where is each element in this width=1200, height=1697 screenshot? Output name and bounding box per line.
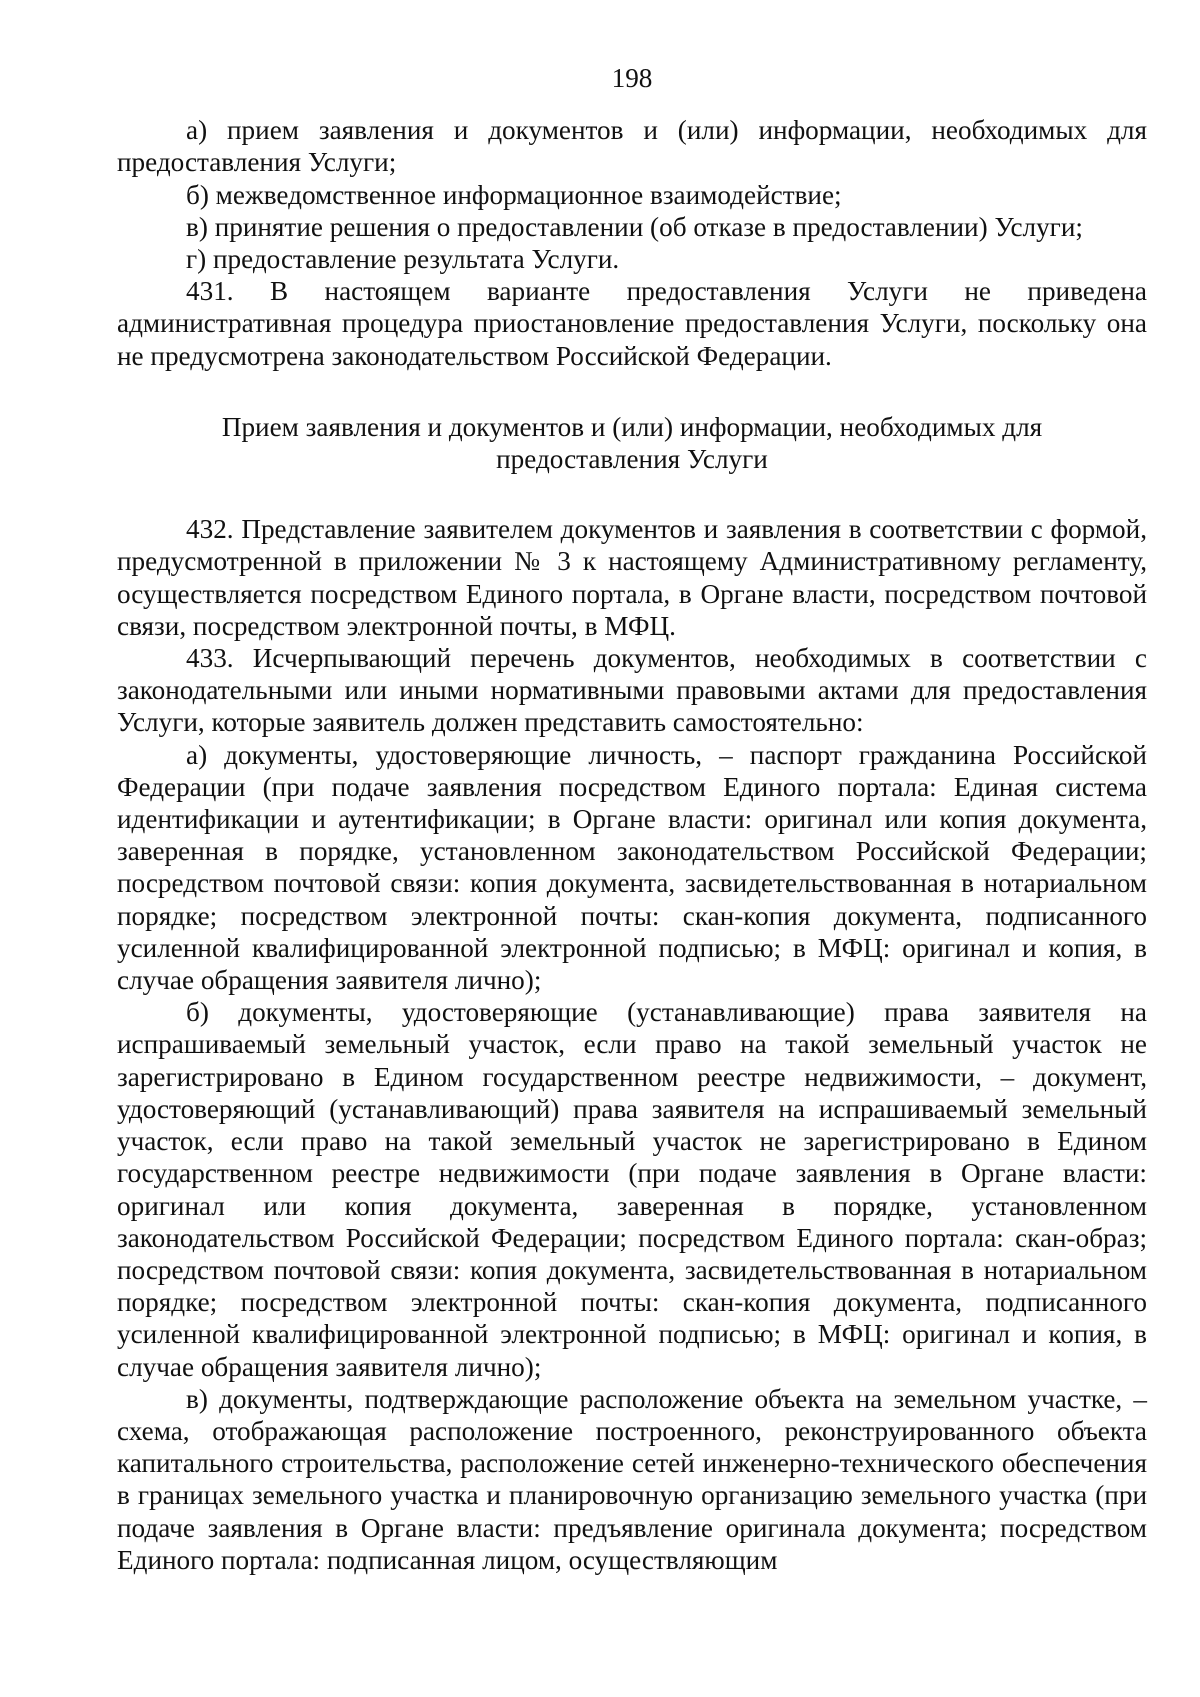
list-item-g: г) предоставление результата Услуги.	[186, 244, 620, 275]
list-item-433-v: в) документы, подтверждающие расположение объекта на земельном участке, – схема, отображающая расположение построенного, реконструированного объекта капитального строительства, расположение сетей инженерно-технического обеспечения в границах земельного участка и планировочную организацию земельного участка (при подаче заявления в Органе власти: предъявление оригинала документа; посредством Единого портала: подписанная лицом, осуществляющим	[117, 1383, 1147, 1575]
list-item-a: а) прием заявления и документов и (или) информации, необходимых для предоставления Услуги;	[117, 115, 1147, 178]
list-item-v: в) принятие решения о предоставлении (об отказе в предоставлении) Услуги;	[186, 211, 1083, 242]
list-item-b: б) межведомственное информационное взаимодействие;	[186, 179, 842, 210]
paragraph-431: 431. В настоящем варианте предоставления Услуги не приведена административная процедура приостановление предоставления Услуги, поскольку она не предусмотрена законодательством Российской Федерации.	[117, 276, 1147, 371]
paragraph-432: 432. Представление заявителем документов и заявления в соответствии с формой, предусмотренной в приложении № 3 к настоящему Административному регламенту, осуществляется посредством Единого портала, в Органе власти, посредством почтовой связи, посредством электронной почты, в МФЦ.	[117, 514, 1147, 641]
list-item-433-b: б) документы, удостоверяющие (устанавливающие) права заявителя на испрашиваемый земельный участок, если право на такой земельный участок не зарегистрировано в Едином государственном реестре недвижимости, – документ, удостоверяющий (устанавливающий) права заявителя на испрашиваемый земельный участок, если право на такой земельный участок не зарегистрировано в Едином государственном реестре недвижимости (при подаче заявления в Органе власти: оригинал или копия документа, заверенная в порядке, установленном законодательством Российской Федерации; посредством Единого портала: скан-образ; посредством почтовой связи: копия документа, засвидетельствованная в нотариальном порядке; посредством электронной почты: скан-копия документа, подписанного усиленной квалифицированной электронной подписью; в МФЦ: оригинал и копия, в случае обращения заявителя лично);	[117, 997, 1147, 1382]
page-number: 198	[611, 63, 653, 93]
document-page	[117, 62, 1147, 1576]
paragraph-433: 433. Исчерпывающий перечень документов, необходимых в соответствии с законодательными или иными нормативными правовыми актами для предоставления Услуги, которые заявитель должен представить самостоятельно:	[117, 643, 1147, 738]
section-heading: Прием заявления и документов и (или) информации, необходимых для предоставления Услуги	[221, 411, 1043, 475]
list-item-433-a: а) документы, удостоверяющие личность, – паспорт гражданина Российской Федерации (при подаче заявления посредством Единого портала: Единая система идентификации и аутентификации; в Органе власти: оригинал или копия документа, заверенная в порядке, установленном законодательством Российской Федерации; посредством почтовой связи: копия документа, засвидетельствованная в нотариальном порядке; посредством электронной почты: скан-копия документа, подписанного усиленной квалифицированной электронной подписью; в МФЦ: оригинал и копия, в случае обращения заявителя лично);	[117, 739, 1147, 996]
